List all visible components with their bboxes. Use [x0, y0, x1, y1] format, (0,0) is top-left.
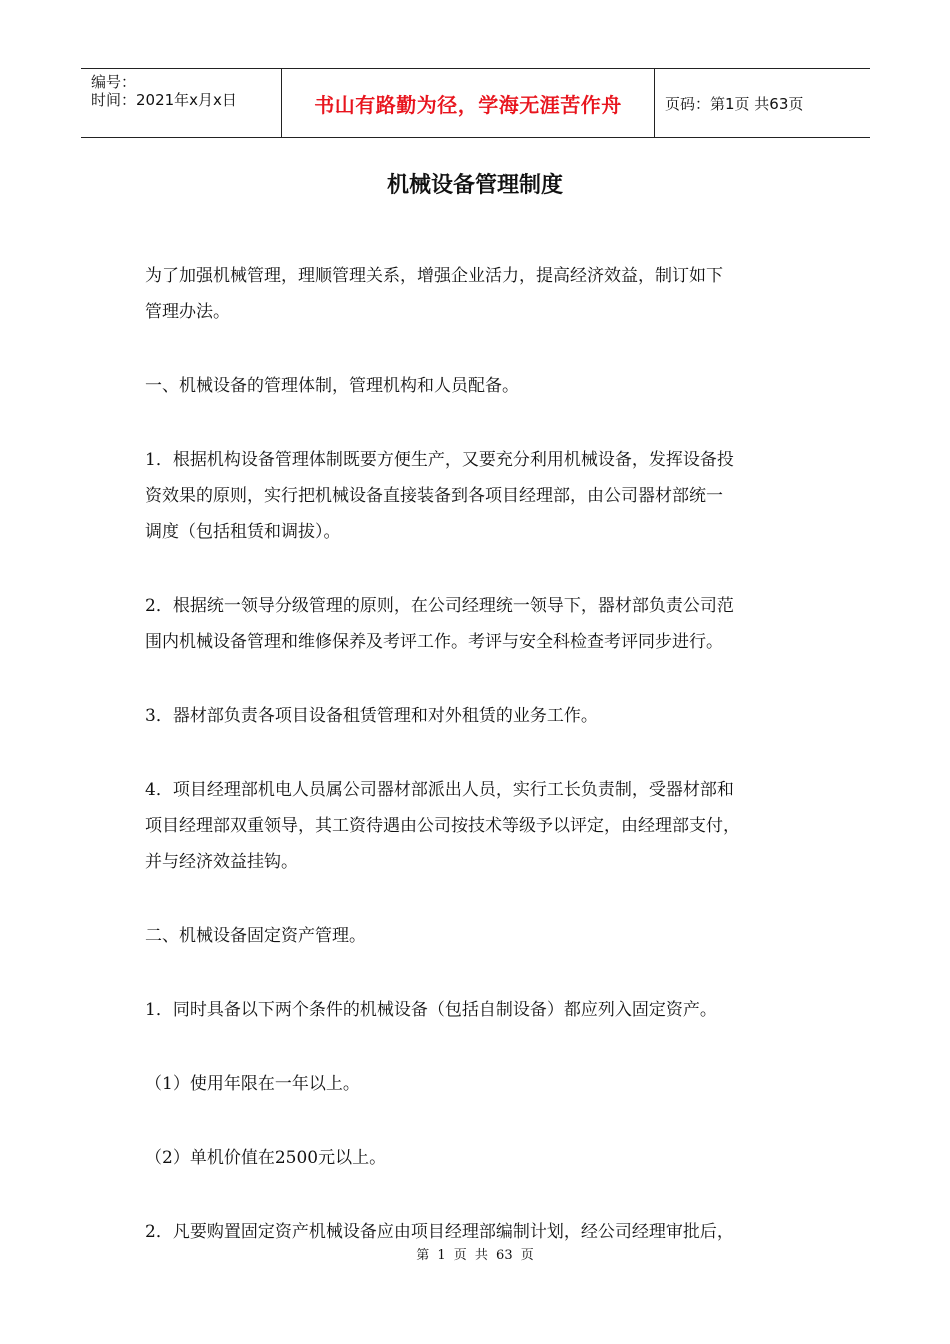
paragraph: [145, 442, 810, 550]
paragraph: [145, 258, 810, 330]
paragraph: [145, 918, 810, 954]
paragraph-line: （1）使用年限在一年以上。: [145, 1074, 360, 1094]
paragraph-line: 调度（包括租赁和调拔）。: [145, 522, 341, 542]
paragraph-line: 管理办法。: [145, 302, 230, 322]
number-label: 编号：: [91, 73, 137, 91]
document-header: [81, 68, 870, 138]
paragraph-line: 二、机械设备固定资产管理。: [145, 926, 366, 946]
page-footer: 第 1 页 共 63 页: [416, 1248, 534, 1263]
header-meta: [81, 69, 281, 137]
document-body: [145, 258, 810, 1288]
paragraph: [145, 698, 810, 734]
paragraph-line: 2．根据统一领导分级管理的原则，在公司经理统一领导下，器材部负责公司范: [145, 596, 734, 616]
paragraph-line: （2）单机价值在2500元以上。: [145, 1148, 387, 1168]
paragraph: [145, 368, 810, 404]
paragraph: [145, 1140, 810, 1176]
paragraph-line: 1．根据机构设备管理体制既要方便生产，又要充分利用机械设备，发挥设备投: [145, 450, 734, 470]
paragraph-line: 围内机械设备管理和维修保养及考评工作。考评与安全科检查考评同步进行。: [145, 632, 723, 652]
paragraph-line: 并与经济效益挂钩。: [145, 852, 298, 872]
paragraph-line: 1．同时具备以下两个条件的机械设备（包括自制设备）都应列入固定资产。: [145, 1000, 717, 1020]
header-slogan: 书山有路勤为径，学海无涯苦作舟: [281, 69, 655, 137]
document-title: 机械设备管理制度: [386, 173, 563, 198]
paragraph-line: 资效果的原则，实行把机械设备直接装备到各项目经理部，由公司器材部统一: [145, 486, 723, 506]
paragraph-line: 项目经理部双重领导，其工资待遇由公司按技术等级予以评定，由经理部支付，: [145, 816, 740, 836]
paragraph-line: 为了加强机械管理，理顺管理关系，增强企业活力，提高经济效益，制订如下: [145, 266, 723, 286]
paragraph-line: 2．凡要购置固定资产机械设备应由项目经理部编制计划，经公司经理审批后，: [145, 1222, 734, 1242]
paragraph-line: 3．器材部负责各项目设备租赁管理和对外租赁的业务工作。: [145, 706, 598, 726]
paragraph: [145, 992, 810, 1028]
paragraph: [145, 1066, 810, 1102]
paragraph: [145, 772, 810, 880]
header-page-info: 页码：第1页 共63页: [665, 94, 804, 113]
paragraph-line: 一、机械设备的管理体制，管理机构和人员配备。: [145, 376, 519, 396]
time-label: 时间：2021年x月x日: [91, 91, 237, 109]
paragraph: [145, 588, 810, 660]
paragraph-line: 4．项目经理部机电人员属公司器材部派出人员，实行工长负责制，受器材部和: [145, 780, 734, 800]
